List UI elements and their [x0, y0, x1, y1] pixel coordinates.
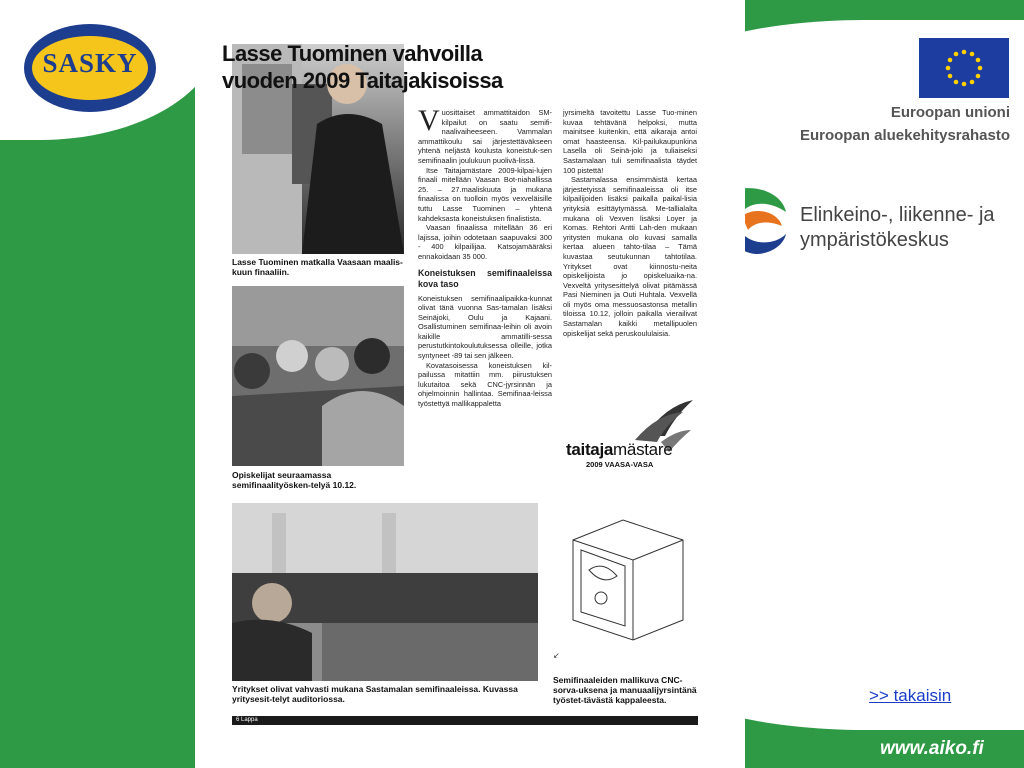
article-column-2: [563, 108, 697, 338]
article-column-1: [418, 104, 552, 409]
column-1-paragraph-5: Kovatasoisessa koneistuksen kil-pailussa mitattiin mm. piirustuksen lukutaitoa sekä CNC-jyrsinnän ja ohjelmoinnin hallintaa. Semifinaa-leissa työstettyä mallikappaletta: [418, 360, 552, 409]
cnc-part-drawing-icon: [553, 500, 703, 660]
section-subheading: Koneistuksen semifinaaleissa kova taso: [418, 267, 552, 289]
article-headline: [222, 40, 522, 94]
column-2-paragraph-1: jyrsimeltä tavoitettu Lasse Tuo-minen kuvaa tehtävänä helpoksi, mutta mainitsee kuitenkin, että aikaraja antoi omat haasteensa. Kil-pailukaupunkina Lasella oli Seinä-joki ja tuliaiseksi Sastamalaan tuli semifinaalista täydet 100 pistettä!: [563, 108, 697, 175]
headline-line-2: vuoden 2009 Taitajakisoissa: [222, 68, 503, 93]
caption-photo-2: Opiskelijat seuraamassa semifinaalityösken-telyä 10.12.: [232, 470, 357, 490]
website-url: www.aiko.fi: [880, 738, 984, 759]
eu-fund-label: Euroopan aluekehitysrahasto: [799, 127, 1010, 144]
sasky-logo-text: SASKY: [42, 48, 138, 78]
ely-centre-label: [800, 203, 995, 253]
column-1-paragraph-1: V uosittaiset ammattitaidon SM-kilpailut on saatu semifi-naalivaiheeseen. Vammalan ammattikoulu sai järjestettäväkseen yhtenä neljästä koulusta koneistuk-sen semifinaalin joulukuun puolivä-lissä.: [418, 104, 552, 165]
page-footer-bar: 6 Lappa: [232, 716, 698, 725]
ely-line-1: Elinkeino-, liikenne- ja: [800, 204, 995, 226]
ely-line-2: ympäristökeskus: [800, 229, 949, 251]
taitajamastare-wordmark: taitajamästare: [566, 440, 673, 459]
drop-cap: V: [418, 104, 440, 137]
eu-label: Euroopan unioni: [890, 104, 1010, 121]
column-1-paragraph-2: Itse Taitajamästare 2009-kilpai-lujen finaali mitellään Vaasan Bot-niahallissa 25. – 27.maaliskuuta ja mukana finaalissa on tuolloin myös vexveläisille tuttu Lasse Tuominen – yhtenä kahdeksasta koneistuksen finalistista.: [418, 165, 552, 223]
back-link[interactable]: >> takaisin: [869, 686, 952, 705]
headline-line-1: Lasse Tuominen vahvoilla: [222, 41, 483, 66]
caption-photo-1: Lasse Tuominen matkalla Vaasaan maalis-kuun finaaliin.: [232, 257, 403, 277]
eu-flag-icon: [919, 38, 1009, 98]
column-1-paragraph-4: Koneistuksen semifinaalipaikka-kunnat olivat tänä vuonna Sas-tamalan lisäksi Seinäjoki, Oulu ja Kajaani. Osallistuminen semifinaa-leihin oli avoin kaikille ammatilli-sessa perustutkintokoulutuksessa olleille, jotka syntyneet -89 tai sen jälkeen.: [418, 293, 552, 361]
taitajamastare-subtitle: 2009 VAASA-VASA: [586, 460, 654, 469]
svg-text:↙: ↙: [553, 651, 560, 660]
left-panel: [0, 0, 195, 768]
photo-auditorium: [232, 503, 538, 681]
column-1-paragraph-3: Vaasan finaalissa mitellään 36 eri lajissa, joihin odotetaan saapuvaksi 300 - 400 kilpailijaa. Katsojamääräksi ennakoidaan 35 000.: [418, 223, 552, 261]
photo-students-watching: [232, 286, 404, 466]
column-2-paragraph-2: Sastamalassa ensimmäistä kertaa järjestetyissä semifinaaleissa oli itse kilpailijoiden lisäksi paikalla paikal-lisia yrityksiä esittäytymässä. Me-tallialalta mukana oli Vexven lisäksi Loyer ja Komas. Rehtori Antti Lah-den mukaan yritysten mukana olo kuvasi samalla kertaa alueen tahto-tilaa – Tämä kuvastaa seutukunnan tahtotilaa. Yritykset ovat kiinnostu-neita opiskelijoista jo opiskeluaika-na. Vexveltä yritysesittelyä olivat pitämässä Pasi Nieminen ja Outi Huhtala. Vexvellä oli myös oma messuosastonsa metallin tiloissa 10.12, jolloin paikalla vierailivat Sastamalan kaikki metallipuolen opiskelijat sekä peruskoululaisia.: [563, 175, 697, 338]
caption-part-drawing: Semifinaaleiden mallikuva CNC-sorva-uksena ja manuaalijyrsintänä työstet-tävästä kappaleesta.: [553, 675, 697, 705]
caption-photo-3: Yritykset olivat vahvasti mukana Sastamalan semifinaaleissa. Kuvassa yritysesit-telyt auditoriossa.: [232, 684, 518, 704]
